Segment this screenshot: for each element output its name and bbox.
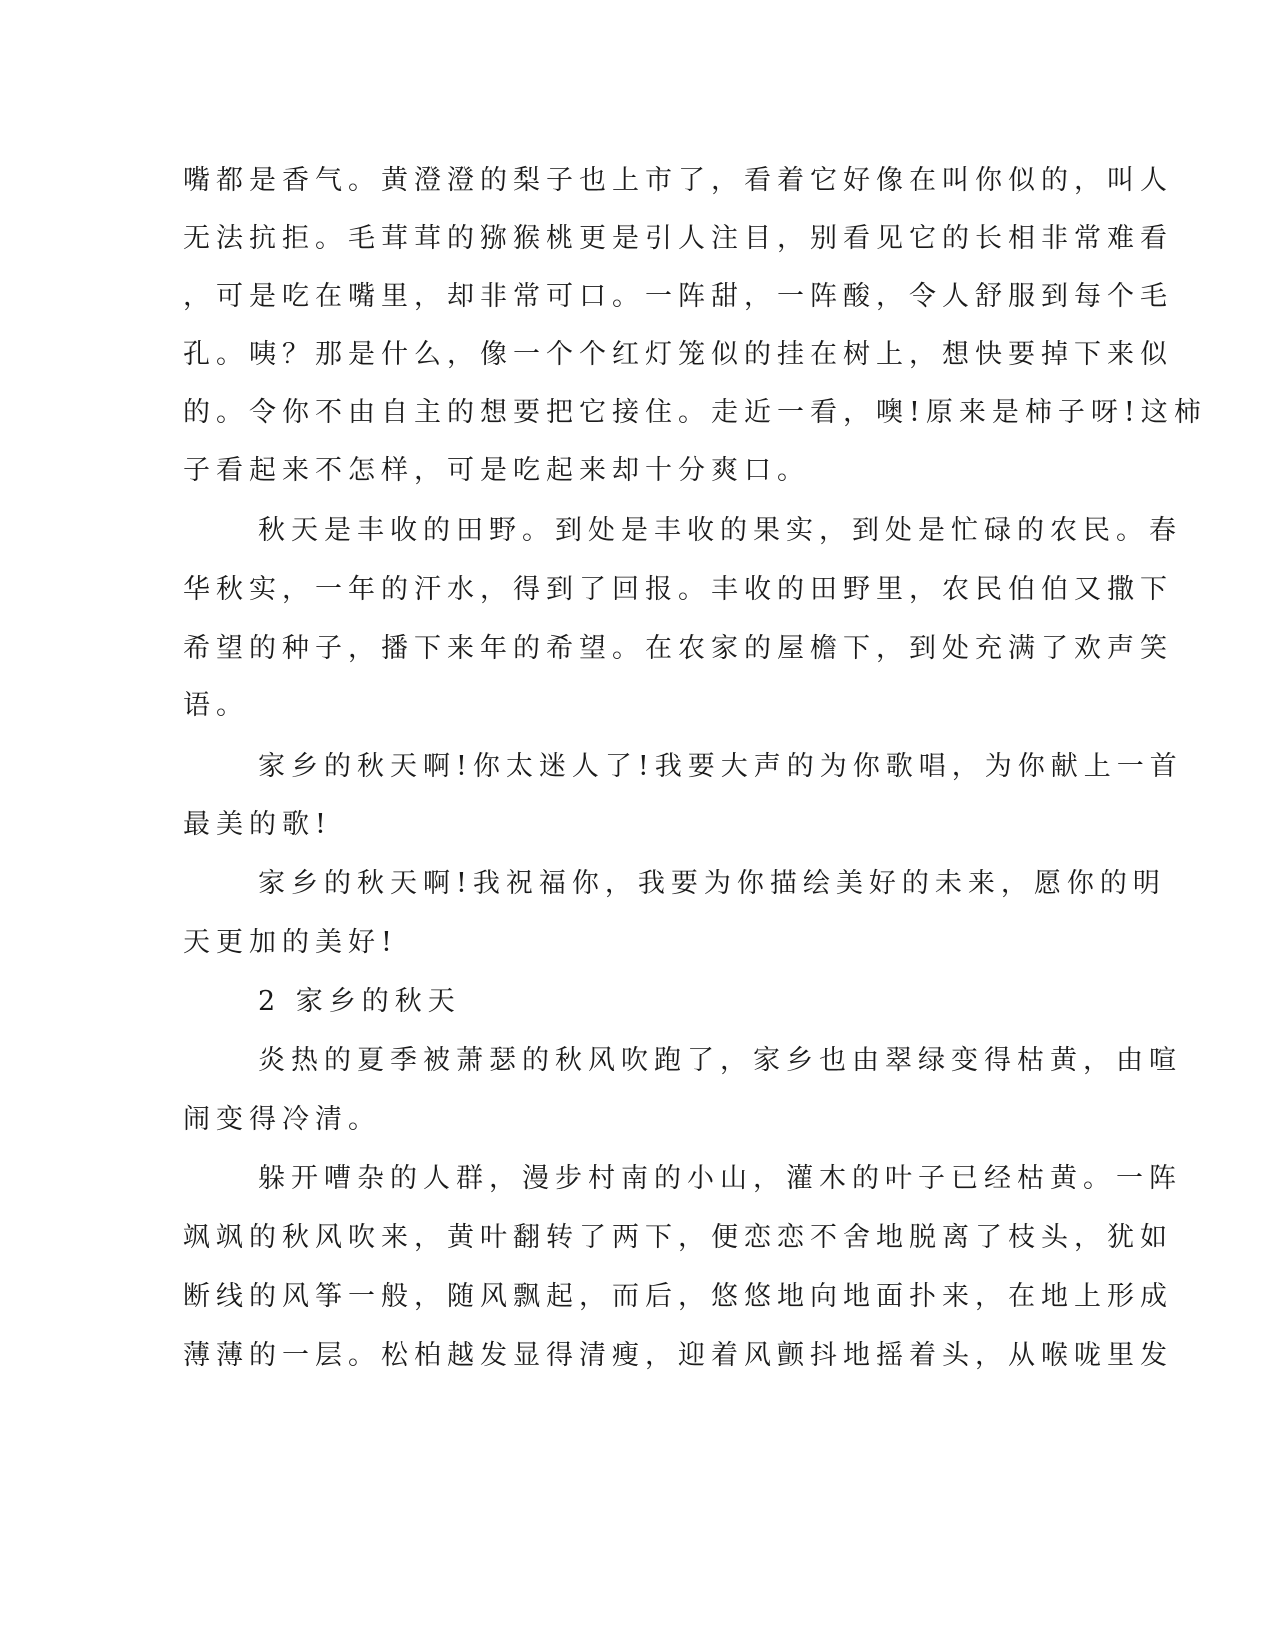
paragraph-first-line: 家乡的秋天啊!你太迷人了!我要大声的为你歌唱，为你献上一首 (258, 751, 1183, 782)
text-line: 天更加的美好! (183, 927, 398, 958)
text-line: 最美的歌! (183, 809, 332, 840)
section-heading: 2 家乡的秋天 (258, 986, 461, 1017)
text-line: 华秋实，一年的汗水，得到了回报。丰收的田野里，农民伯伯又撒下 (183, 574, 1173, 605)
text-line: 闹变得冷清。 (183, 1104, 381, 1135)
text-line: 子看起来不怎样，可是吃起来却十分爽口。 (183, 455, 810, 486)
text-line: 无法抗拒。毛茸茸的猕猴桃更是引人注目，别看见它的长相非常难看 (183, 223, 1173, 254)
text-line: ，可是吃在嘴里，却非常可口。一阵甜，一阵酸，令人舒服到每个毛 (183, 281, 1173, 312)
text-line: 飒飒的秋风吹来，黄叶翻转了两下，便恋恋不舍地脱离了枝头，犹如 (183, 1222, 1173, 1253)
text-line: 嘴都是香气。黄澄澄的梨子也上市了，看着它好像在叫你似的，叫人 (183, 165, 1173, 196)
text-line: 薄薄的一层。松柏越发显得清瘦，迎着风颤抖地摇着头，从喉咙里发 (183, 1340, 1173, 1371)
paragraph-first-line: 炎热的夏季被萧瑟的秋风吹跑了，家乡也由翠绿变得枯黄，由喧 (258, 1045, 1182, 1076)
text-line: 语。 (183, 690, 249, 721)
text-line: 的。令你不由自主的想要把它接住。走近一看，噢!原来是柿子呀!这柿 (183, 397, 1207, 428)
paragraph-first-line: 秋天是丰收的田野。到处是丰收的果实，到处是忙碌的农民。春 (258, 515, 1182, 546)
paragraph-first-line: 躲开嘈杂的人群，漫步村南的小山，灌木的叶子已经枯黄。一阵 (258, 1163, 1182, 1194)
paragraph-first-line: 家乡的秋天啊!我祝福你，我要为你描绘美好的未来，愿你的明 (258, 868, 1166, 899)
text-line: 断线的风筝一般，随风飘起，而后，悠悠地向地面扑来，在地上形成 (183, 1281, 1173, 1312)
text-line: 孔。咦？那是什么，像一个个红灯笼似的挂在树上，想快要掉下来似 (183, 339, 1173, 370)
text-line: 希望的种子，播下来年的希望。在农家的屋檐下，到处充满了欢声笑 (183, 633, 1173, 664)
